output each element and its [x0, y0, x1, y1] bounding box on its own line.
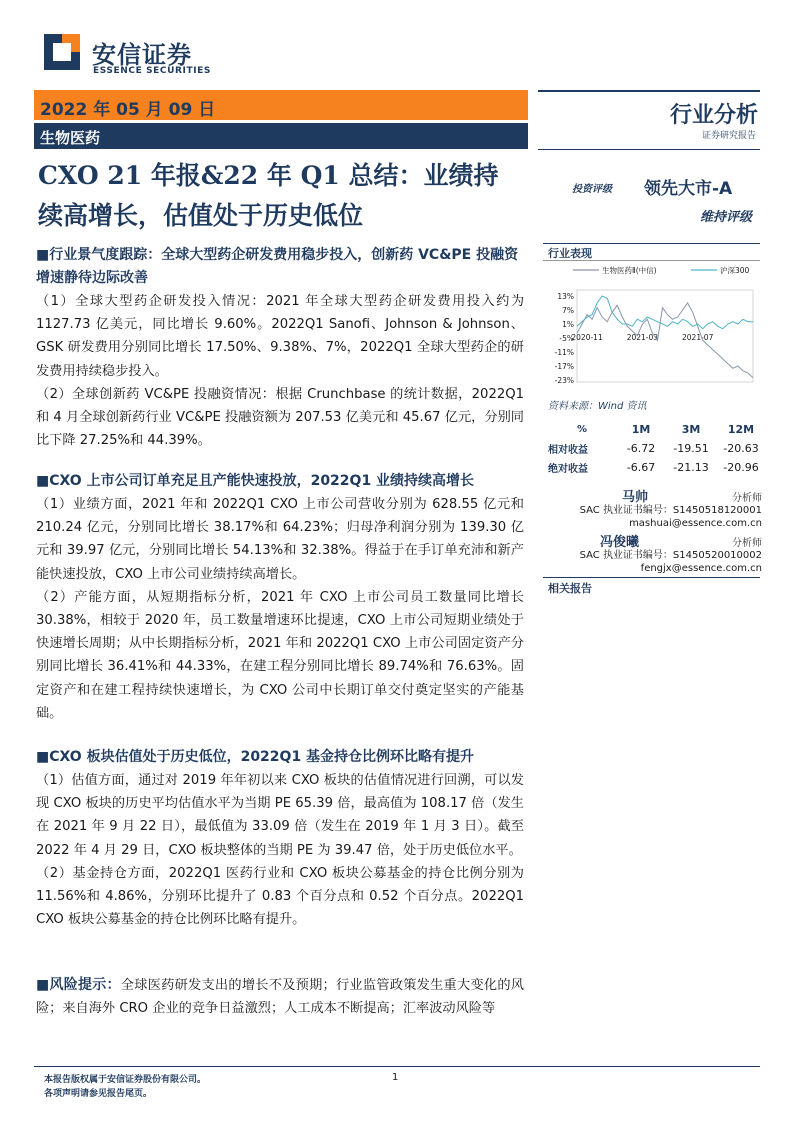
sector-bar	[34, 123, 528, 149]
rating-sub: 维持评级	[700, 210, 753, 225]
analyst-email[interactable]: fengjx@essence.com.cn	[640, 563, 762, 574]
analyst-card	[548, 486, 762, 530]
industry-performance-chart	[543, 262, 760, 392]
y-tick-label: -5%	[559, 334, 574, 343]
section-risk	[36, 974, 524, 1020]
y-tick-label: 7%	[562, 306, 574, 315]
section-performance	[36, 470, 524, 725]
section-heading: ■CXO 上市公司订单充足且产能快速投放，2022Q1 业绩持续高增长	[36, 473, 475, 489]
section-heading: ■行业景气度跟踪：全球大型药企研发费用稳步投入，创新药 VC&PE 投融资增速静待边际改善	[36, 247, 519, 286]
table-header-cell: 3M	[681, 423, 701, 436]
essence-logo-icon	[44, 34, 80, 70]
y-tick-label: 1%	[562, 320, 574, 329]
analyst-card	[548, 531, 762, 575]
sector-name: 生物医药	[40, 129, 101, 147]
table-header-cell: 12M	[727, 423, 755, 436]
table-header-cell: %	[576, 424, 588, 435]
copyright-notice: 本报告版权属于安信证券股份有限公司。	[44, 1075, 207, 1085]
paragraph: （1）业绩方面，2021 年和 2022Q1 CXO 上市公司营收分别为 628.55 亿元和 210.24 亿元，分别同比增长 38.17%和 64.23%；归母净利润分别为 139.30 亿元和 39.97 亿元，分别同比增长 54.13%和 32.38%。得益于在手订单充沛和新产能快速投放，CXO 上市公司业绩持续高增长。	[36, 497, 524, 582]
analyst-cert: SAC 执业证书编号：S1450520010002	[579, 550, 762, 561]
section-heading: ■风险提示：	[36, 977, 121, 993]
title-line-2: 续高增长，估值处于历史低位	[38, 201, 364, 230]
paragraph: （1）全球大型药企研发投入情况：2021 年全球大型药企研发费用投入约为 1127.73 亿美元，同比增长 9.60%。2022Q1 Sanofi、Johnson & Johnson、GSK 研发费用分别同比增长 17.50%、9.38%、7%，2022Q1 全球大型药企的研发费用持续稳步投入。	[36, 294, 524, 379]
y-tick-label: 13%	[557, 292, 574, 301]
analyst-cert: SAC 执业证书编号：S1450518120001	[579, 505, 762, 516]
paragraph: （2）基金持仓方面，2022Q1 医药行业和 CXO 板块公募基金的持仓比例分别为 11.56%和 4.86%，分别环比提升了 0.83 个百分点和 0.52 个百分点。2022Q1 CXO 板块公募基金的持仓比例环比略有提升。	[36, 865, 524, 928]
legend-label-csi300: 沪深300	[720, 266, 750, 275]
divider	[34, 1066, 760, 1067]
series-line-biomed	[577, 303, 753, 378]
table-cell: -20.96	[723, 461, 759, 474]
table-row	[548, 439, 766, 458]
section-heading: ■CXO 板块估值处于历史低位，2022Q1 基金持仓比例环比略有提升	[36, 749, 475, 765]
divider	[538, 149, 760, 150]
row-label: 绝对收益	[548, 464, 588, 475]
y-tick-label: -17%	[554, 362, 574, 371]
divider	[543, 577, 760, 578]
rating-value: 领先大市-A	[644, 179, 733, 199]
section-valuation	[36, 746, 524, 931]
section-industry	[36, 244, 524, 452]
x-tick-label: 2021-07	[682, 333, 714, 342]
table-header-cell: 1M	[631, 423, 651, 436]
table-row	[548, 458, 766, 477]
table-cell: -6.72	[626, 442, 656, 455]
page-number: 1	[392, 1072, 399, 1083]
title-line-1: CXO 21 年报&22 年 Q1 总结：业绩持	[38, 161, 499, 190]
brand-name-en: ESSENCE SECURITIES	[93, 66, 212, 76]
perf-title: 行业表现	[548, 247, 592, 260]
table-cell: -6.67	[626, 461, 656, 474]
related-reports-title: 相关报告	[548, 582, 592, 595]
divider	[543, 260, 760, 261]
performance-table	[548, 420, 766, 477]
risk-text: 全球医药研发支出的增长不及预期；行业监管政策发生重大变化的风险；来自海外 CRO 企业的竞争日益激烈；人工成本不断提高；汇率波动风险等	[36, 978, 524, 1017]
report-date: 2022 年 05 月 09 日	[40, 100, 216, 120]
legend-label-biomed: 生物医药Ⅱ(中信)	[602, 266, 657, 275]
analyst-name: 冯俊曦	[600, 535, 640, 550]
row-label: 相对收益	[548, 445, 588, 456]
chart-legend	[573, 265, 750, 275]
page-title	[38, 156, 538, 236]
paragraph: （2）全球创新药 VC&PE 投融资情况：根据 Crunchbase 的统计数据，2022Q1 和 4 月全球创新药行业 VC&PE 投融资额为 207.53 亿美元和 45.67 亿元，分别同比下降 27.25%和 44.39%。	[36, 386, 524, 449]
analyst-email[interactable]: mashuai@essence.com.cn	[629, 518, 762, 529]
x-tick-label: 2021-03	[626, 333, 659, 342]
rating-label: 投资评级	[572, 184, 612, 195]
table-cell: -19.51	[673, 442, 709, 455]
brand-name: 安信证券	[92, 41, 192, 69]
divider	[543, 243, 760, 244]
report-subtype: 证券研究报告	[701, 131, 756, 141]
report-type: 行业分析	[669, 103, 758, 128]
analyst-name: 马帅	[622, 490, 649, 505]
table-cell: -20.63	[723, 442, 759, 455]
analyst-role: 分析师	[732, 538, 762, 549]
paragraph: （1）估值方面，通过对 2019 年年初以来 CXO 板块的估值情况进行回溯，可以发现 CXO 板块的历史平均估值水平为当期 PE 65.39 倍，最高值为 108.17 倍（发生在 2021 年 9 月 22 日），最低值为 33.09 倍（发生在 2019 年 1 月 3 日）。截至 2022 年 4 月 29 日，CXO 板块整体的当期 PE 为 39.47 倍，处于历史低位水平。	[36, 773, 524, 858]
paragraph	[36, 974, 524, 1020]
paragraph: （2）产能方面，从短期指标分析，2021 年 CXO 上市公司员工数量同比增长 30.38%，相较于 2020 年，员工数量增速环比提速，CXO 上市公司短期业绩处于快速增长周期；从中长期指标分析，2021 年和 2022Q1 CXO 上市公司固定资产分别同比增长 36.41%和 44.33%，在建工程分别同比增长 89.74%和 76.63%。固定资产和在建工程持续快速增长，为 CXO 公司中长期订单交付奠定坚实的产能基础。	[36, 589, 524, 721]
plot-frame	[577, 290, 753, 382]
chart-source: 资料来源：Wind 资讯	[548, 401, 647, 412]
y-tick-label: -11%	[554, 348, 574, 357]
divider	[538, 90, 760, 92]
disclaimer-notice: 各项声明请参见报告尾页。	[44, 1089, 153, 1099]
series-line-csi300	[577, 296, 753, 329]
x-tick-label: 2020-11	[571, 333, 603, 342]
table-cell: -21.13	[673, 461, 709, 474]
table-header-row	[548, 420, 766, 439]
analyst-role: 分析师	[732, 493, 762, 504]
y-tick-label: -23%	[554, 376, 574, 385]
